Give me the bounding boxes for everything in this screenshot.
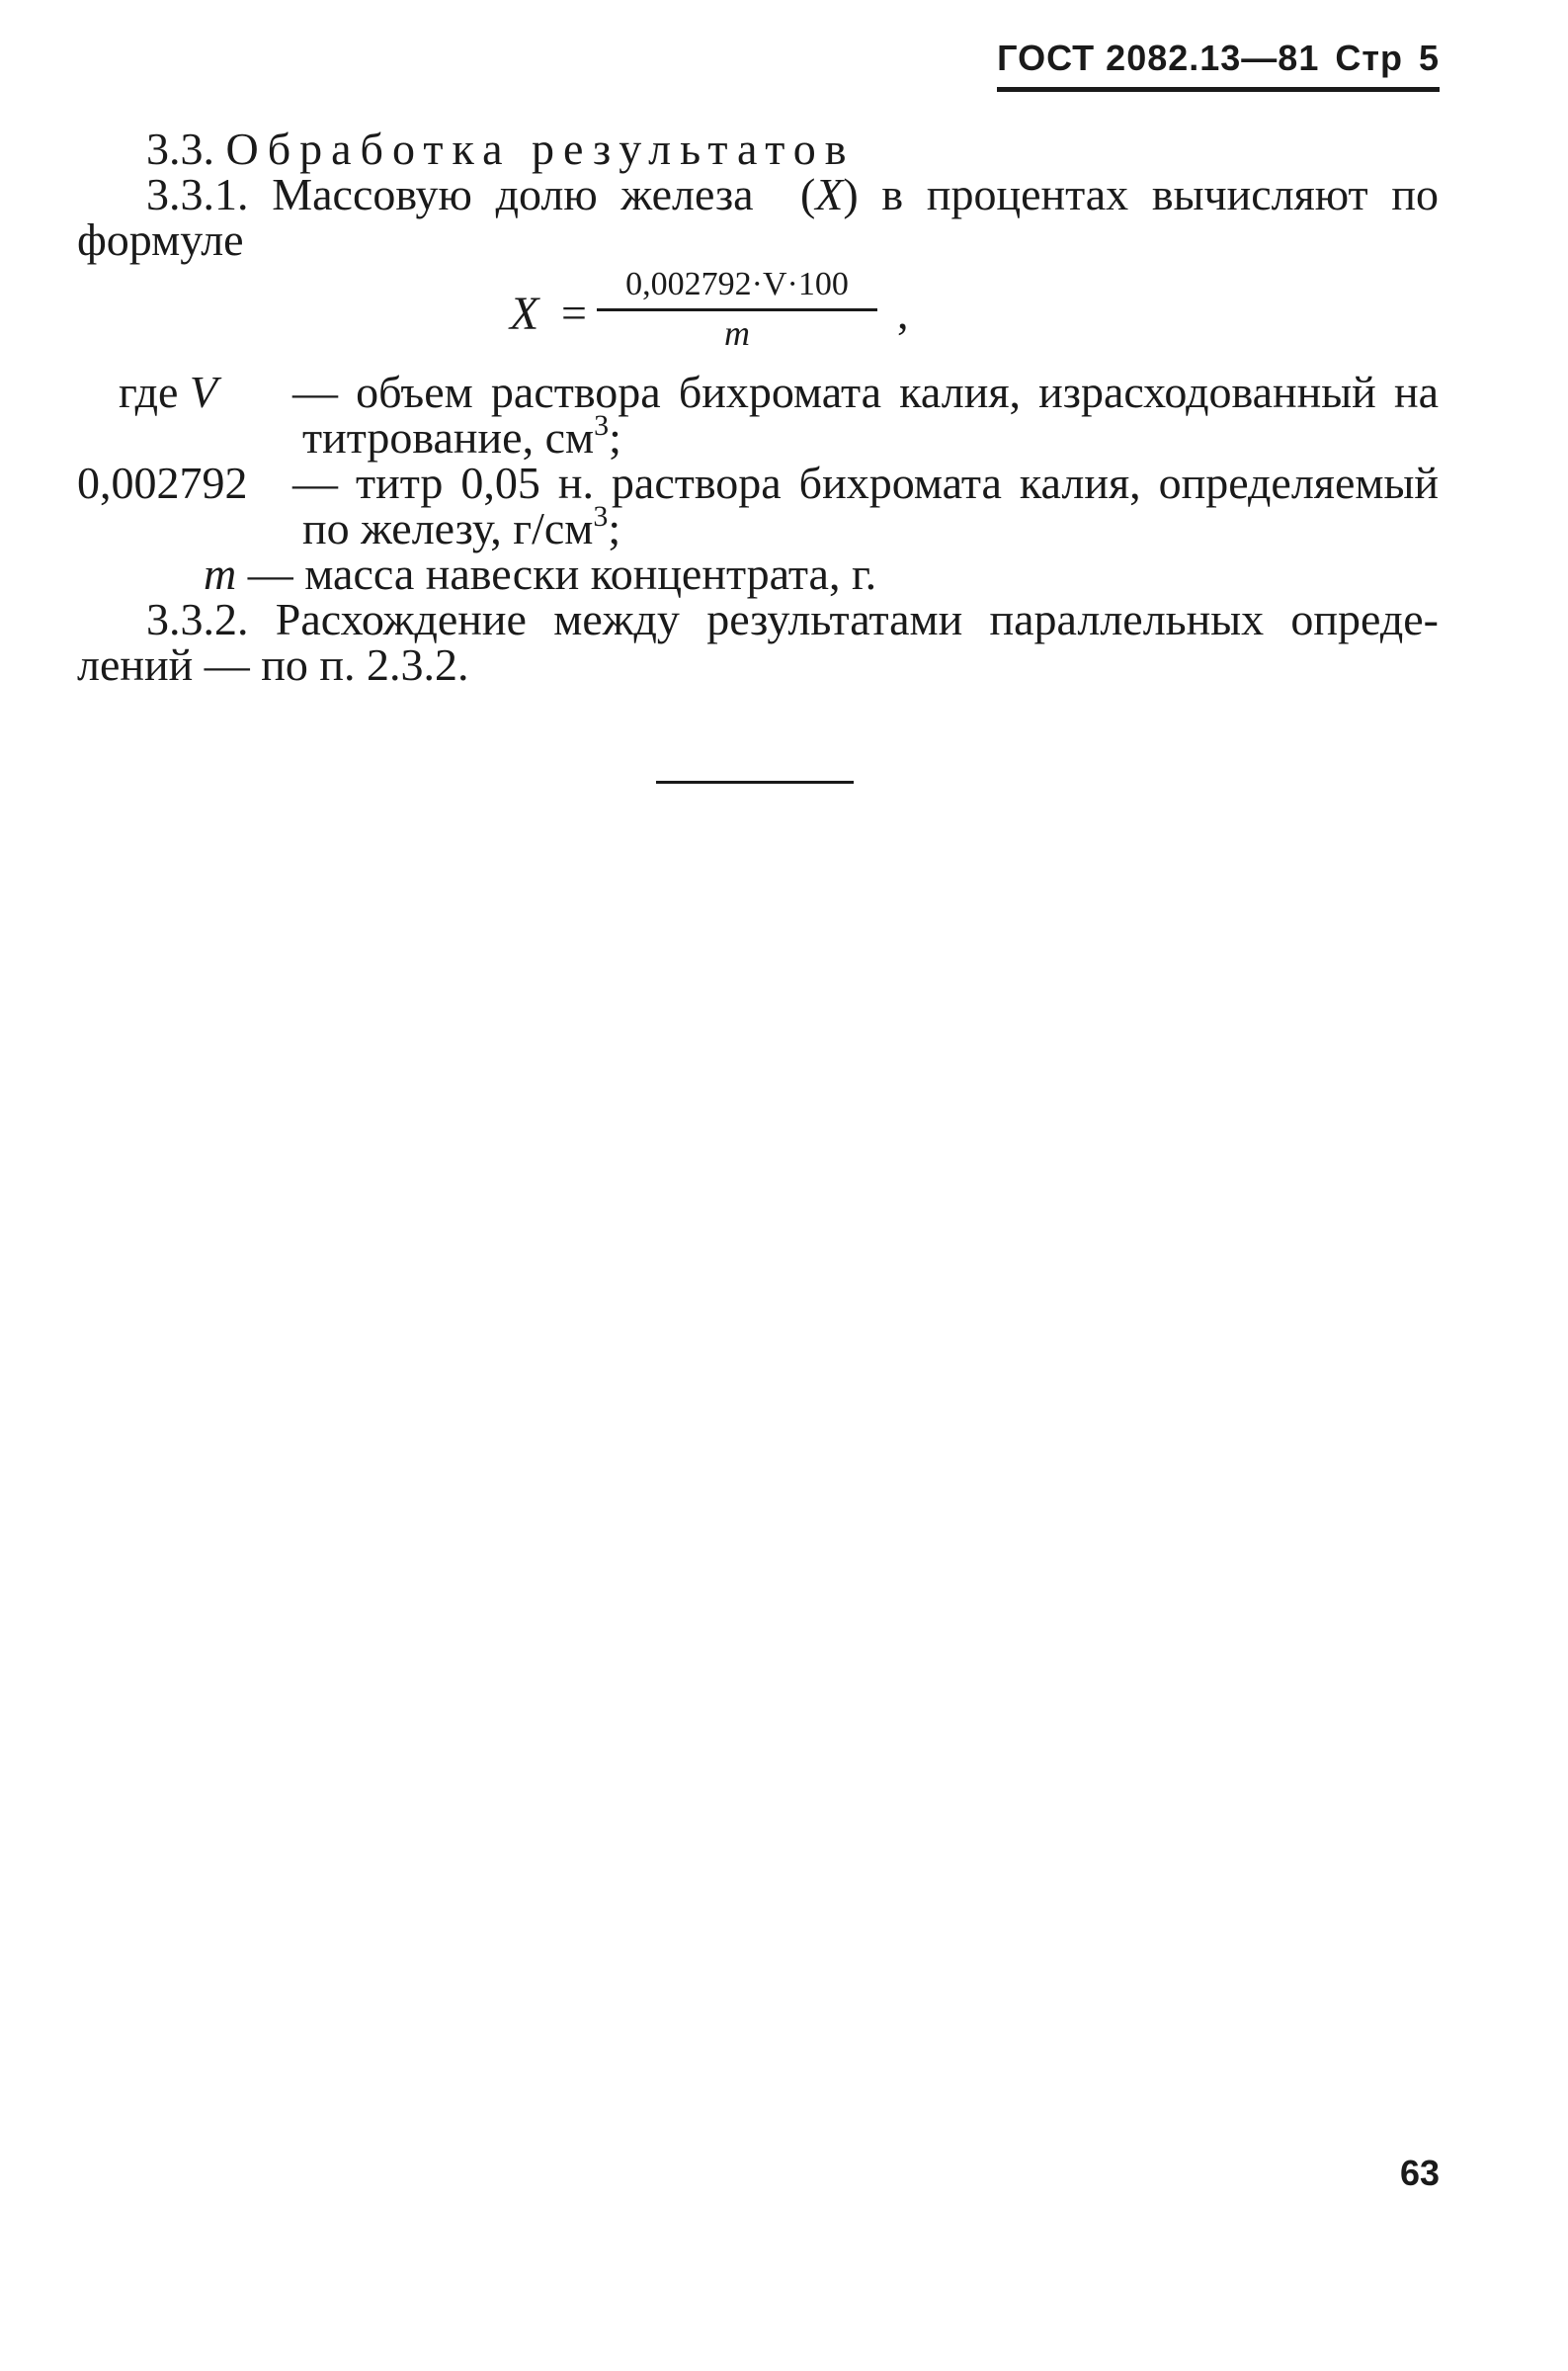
superscript: 3 <box>593 500 609 533</box>
legend-text: титрование, см <box>302 412 595 463</box>
formula-numerator: 0,002792·V·100 <box>625 266 849 302</box>
legend-titr-label: 0,002792 <box>77 458 248 508</box>
formula-equals: = <box>561 288 587 338</box>
paragraph-number: 3.3.2. <box>146 594 249 644</box>
standard-designation: ГОСТ 2082.13—81 <box>997 38 1320 78</box>
formula-fraction <box>597 265 877 351</box>
section-heading <box>146 124 856 174</box>
legend-where: где <box>119 367 179 417</box>
legend-v-symbol: V <box>189 367 218 417</box>
formula-comma: , <box>897 288 909 338</box>
legend-titr-text-line1: — титр 0,05 н. раствора бихромата калия, определяемый <box>292 458 1439 508</box>
page-label: Стр <box>1335 38 1403 78</box>
legend-text: ; <box>609 412 621 463</box>
paragraph-331-line1: 3.3.1. Массовую долю железа (X) в процентах вычисляют по <box>146 169 1439 219</box>
end-rule <box>656 781 854 784</box>
legend-m <box>204 551 876 597</box>
paragraph-text: Массовую долю железа <box>272 169 754 219</box>
paragraph-number: 3.3.1. <box>146 169 249 219</box>
section-title: Обработка результатов <box>225 124 856 174</box>
footer-page-number: 63 <box>1399 2153 1440 2193</box>
variable-x: X <box>815 169 844 219</box>
paragraph-332-line1 <box>146 594 1439 644</box>
legend-text: — масса навески концентрата, г. <box>247 549 877 599</box>
legend-titr-text-line2 <box>302 500 621 553</box>
legend-text: ; <box>608 503 621 553</box>
legend-v-text-line1: — объем раствора бихромата калия, израсходованный на <box>292 367 1439 417</box>
formula-lhs: X <box>510 288 539 340</box>
formula-denominator: m <box>724 313 750 353</box>
legend-v-label <box>119 367 218 417</box>
fraction-bar <box>597 308 877 311</box>
superscript: 3 <box>594 409 610 442</box>
running-header <box>997 38 1440 92</box>
paragraph-331-line2 <box>77 214 244 265</box>
paragraph-text: формуле <box>77 214 244 265</box>
section-number: 3.3. <box>146 124 214 174</box>
paragraph-text: Расхождение между результатами параллельных опреде- <box>275 594 1439 644</box>
legend-m-symbol: m <box>204 549 237 599</box>
header-page-number: 5 <box>1418 38 1440 78</box>
legend-text: по железу, г/см <box>302 503 594 553</box>
paragraph-332-line2: лений — по п. 2.3.2. <box>77 639 469 690</box>
legend-v-text-line2 <box>302 409 621 463</box>
paragraph-text: в процентах вычисляют по <box>881 169 1439 219</box>
